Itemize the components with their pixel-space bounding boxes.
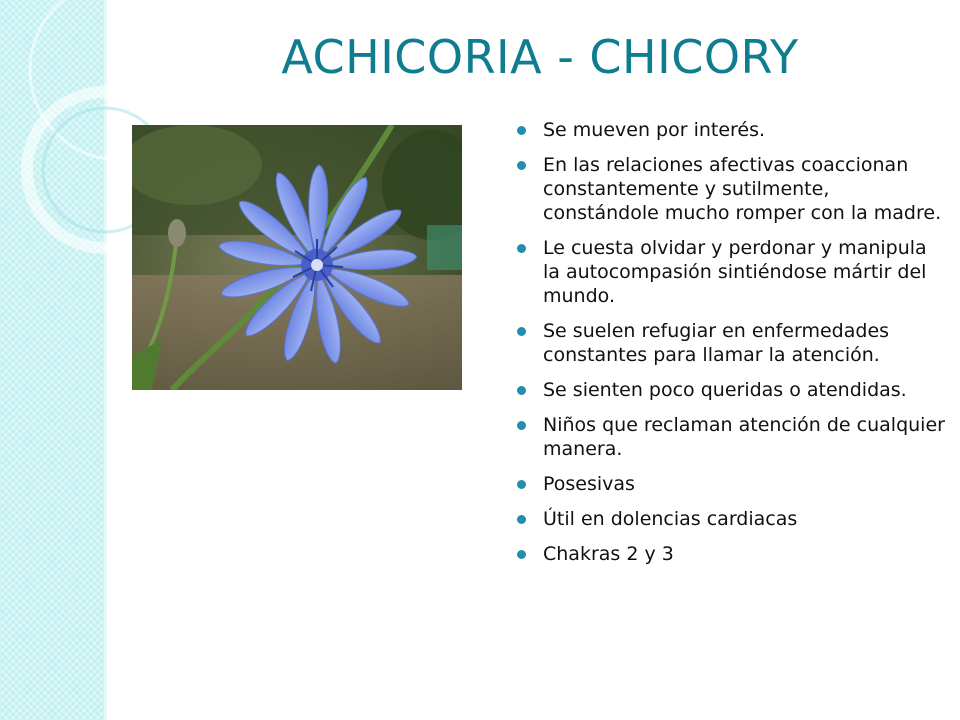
bullet-item (515, 378, 945, 402)
bullet-text: Posesivas (543, 473, 635, 495)
slide-title: ACHICORIA - CHICORY (281, 30, 799, 84)
bullet-dot-icon (517, 550, 526, 559)
bullet-text: Niños que reclaman atención de cualquier manera. (543, 414, 945, 460)
bullet-list (515, 118, 945, 577)
bullet-dot-icon (517, 161, 526, 170)
bullet-text: Útil en dolencias cardiacas (543, 508, 798, 530)
bullet-text: Se sienten poco queridas o atendidas. (543, 379, 907, 401)
bullet-item (515, 153, 945, 225)
bullet-item (515, 118, 945, 142)
bullet-dot-icon (517, 515, 526, 524)
bullet-dot-icon (517, 421, 526, 430)
bullet-text: Se suelen refugiar en enfermedades constantes para llamar la atención. (543, 320, 890, 366)
bullet-text: Se mueven por interés. (543, 119, 766, 141)
bullet-dot-icon (517, 480, 526, 489)
bullet-dot-icon (517, 244, 526, 253)
bullet-item (515, 542, 945, 566)
bullet-text: Chakras 2 y 3 (543, 543, 674, 565)
bullet-item (515, 413, 945, 461)
bullet-item (515, 319, 945, 367)
bullet-dot-icon (517, 386, 526, 395)
bullet-text: En las relaciones afectivas coaccionan constantemente y sutilmente, constándole mucho romper con la madre. (543, 154, 942, 224)
bullet-text: Le cuesta olvidar y perdonar y manipula la autocompasión sintiéndose mártir del mundo. (543, 237, 927, 307)
bullet-item (515, 507, 945, 531)
bullet-dot-icon (517, 126, 526, 135)
bullet-dot-icon (517, 327, 526, 336)
chicory-flower-photo (132, 125, 462, 390)
bullet-item (515, 236, 945, 308)
bullet-item (515, 472, 945, 496)
